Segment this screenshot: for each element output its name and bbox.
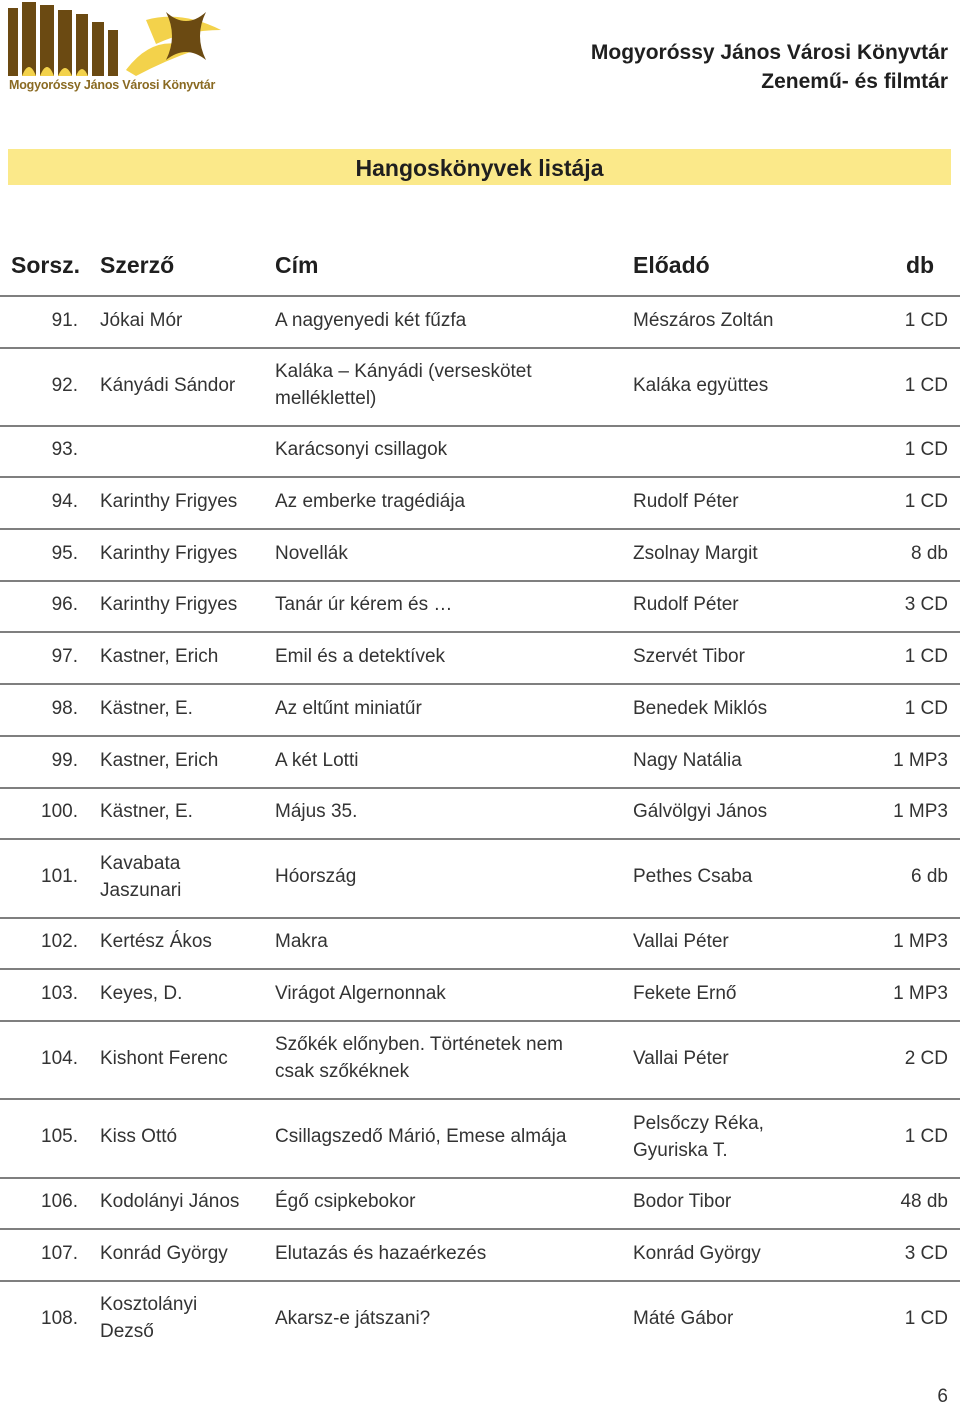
cell-sorsz: 96. xyxy=(51,594,78,615)
cell-cim xyxy=(275,1123,566,1150)
organization-header xyxy=(591,38,948,96)
cell-szerzo-line: Kästner, E. xyxy=(100,801,193,822)
cell-sorsz: 103. xyxy=(41,982,78,1004)
cell-cim xyxy=(275,695,422,722)
cell-szerzo xyxy=(100,372,235,399)
cell-db: 1 CD xyxy=(904,1307,948,1329)
cell-szerzo-line: Karinthy Frigyes xyxy=(100,594,238,615)
cell-eloado xyxy=(633,798,767,825)
cell-cim-line: Május 35. xyxy=(275,801,358,822)
cell-cim xyxy=(275,863,356,890)
cell-cim-line: Akarsz-e játszani? xyxy=(275,1307,431,1329)
cell-eloado-line: Rudolf Péter xyxy=(633,490,739,512)
cell-db: 1 MP3 xyxy=(893,801,948,822)
column-header-cim: Cím xyxy=(275,252,319,278)
cell-db: 1 MP3 xyxy=(893,931,948,952)
cell-eloado-line: Benedek Miklós xyxy=(633,697,768,719)
cell-db: 1 CD xyxy=(904,1126,948,1147)
table-divider xyxy=(0,1228,960,1230)
cell-db: 3 CD xyxy=(904,594,948,615)
cell-cim-line: Hóország xyxy=(275,866,357,887)
cell-cim xyxy=(275,488,465,515)
cell-db: 1 CD xyxy=(904,645,948,667)
cell-eloado-line: Zsolnay Margit xyxy=(633,542,758,564)
cell-eloado-line: Bodor Tibor xyxy=(633,1191,732,1212)
cell-szerzo xyxy=(100,1045,228,1072)
cell-cim-line: Emil és a detektívek xyxy=(275,645,446,667)
cell-eloado xyxy=(633,591,739,618)
cell-db: 1 MP3 xyxy=(893,749,948,771)
cell-szerzo-line: Kodolányi János xyxy=(100,1191,240,1212)
table-divider xyxy=(0,347,960,349)
table-divider xyxy=(0,425,960,427)
cell-cim-line: csak szőkéknek xyxy=(275,1061,410,1082)
cell-szerzo-line: Kavabata xyxy=(100,852,181,874)
cell-cim-line: A két Lotti xyxy=(275,749,359,771)
cell-szerzo xyxy=(100,850,181,904)
cell-eloado xyxy=(633,1188,731,1215)
column-header-sorsz: Sorsz. xyxy=(11,252,81,278)
logo-text: Mogyoróssy János Városi Könyvtár xyxy=(9,78,216,92)
cell-cim xyxy=(275,358,532,412)
cell-cim-line: Égő csipkebokor xyxy=(275,1191,416,1212)
cell-eloado xyxy=(633,863,752,890)
table-divider xyxy=(0,476,960,478)
cell-cim-line: A nagyenyedi két fűzfa xyxy=(275,310,467,331)
cell-eloado-line: Konrád György xyxy=(633,1242,761,1264)
cell-cim xyxy=(275,1188,415,1215)
table-divider xyxy=(0,787,960,789)
cell-szerzo-line: Karinthy Frigyes xyxy=(100,490,238,512)
table-divider xyxy=(0,968,960,970)
cell-sorsz: 105. xyxy=(41,1126,78,1147)
cell-eloado xyxy=(633,980,737,1007)
cell-eloado xyxy=(633,695,767,722)
cell-eloado xyxy=(633,540,758,567)
cell-sorsz: 92. xyxy=(51,374,78,396)
cell-szerzo-line: Kastner, Erich xyxy=(100,749,219,771)
table-divider xyxy=(0,1177,960,1179)
cell-szerzo xyxy=(100,540,237,567)
cell-szerzo-line: Konrád György xyxy=(100,1242,228,1264)
table-divider xyxy=(0,295,960,297)
cell-sorsz: 102. xyxy=(41,931,78,952)
table-divider xyxy=(0,631,960,633)
cell-cim-line: Elutazás és hazaérkezés xyxy=(275,1242,487,1264)
table-divider xyxy=(0,528,960,530)
cell-cim-line: Novellák xyxy=(275,542,348,564)
cell-szerzo xyxy=(100,488,237,515)
cell-szerzo xyxy=(100,1291,197,1345)
cell-szerzo-line: Kányádi Sándor xyxy=(100,374,236,396)
table-divider xyxy=(0,683,960,685)
cell-cim xyxy=(275,1031,563,1085)
cell-sorsz: 93. xyxy=(51,439,78,460)
cell-cim xyxy=(275,591,452,618)
cell-sorsz: 99. xyxy=(51,749,78,771)
cell-eloado xyxy=(633,307,773,334)
cell-sorsz: 95. xyxy=(51,542,78,564)
organization-department: Zenemű- és filmtár xyxy=(761,70,948,93)
cell-szerzo-line: Kästner, E. xyxy=(100,697,193,719)
table-divider xyxy=(0,580,960,582)
cell-cim xyxy=(275,747,358,774)
cell-db: 6 db xyxy=(911,866,948,887)
cell-db: 8 db xyxy=(911,542,948,564)
page-title: Hangoskönyvek listája xyxy=(355,155,604,181)
cell-cim-line: Tanár úr kérem és … xyxy=(275,594,453,615)
table-divider xyxy=(0,735,960,737)
cell-cim-line: Szőkék előnyben. Történetek nem xyxy=(275,1034,563,1055)
cell-szerzo xyxy=(100,695,193,722)
cell-sorsz: 100. xyxy=(41,801,78,822)
cell-szerzo xyxy=(100,643,218,670)
cell-szerzo-line: Kastner, Erich xyxy=(100,645,219,667)
cell-eloado-line: Máté Gábor xyxy=(633,1307,734,1329)
cell-eloado xyxy=(633,372,768,399)
library-logo xyxy=(6,0,232,103)
table-divider xyxy=(0,1098,960,1100)
cell-db: 1 MP3 xyxy=(893,982,948,1004)
cell-cim xyxy=(275,980,446,1007)
cell-db: 1 CD xyxy=(904,439,948,460)
column-header-szerzo: Szerző xyxy=(100,252,175,278)
organization-name: Mogyoróssy János Városi Könyvtár xyxy=(590,41,948,64)
cell-sorsz: 101. xyxy=(41,866,78,887)
cell-cim-line: Az emberke tragédiája xyxy=(275,490,466,512)
column-header-db: db xyxy=(906,252,935,278)
cell-cim xyxy=(275,436,447,463)
cell-eloado-line: Szervét Tibor xyxy=(633,645,745,667)
cell-cim xyxy=(275,798,357,825)
cell-sorsz: 98. xyxy=(51,697,78,719)
table-divider xyxy=(0,1280,960,1282)
cell-eloado xyxy=(633,488,739,515)
cell-db: 3 CD xyxy=(904,1242,948,1264)
cell-eloado-line: Mészáros Zoltán xyxy=(633,310,774,331)
cell-szerzo-line: Jókai Mór xyxy=(100,310,183,331)
cell-eloado-line: Gálvölgyi János xyxy=(633,801,768,822)
cell-eloado-line: Gyuriska T. xyxy=(633,1139,728,1161)
cell-eloado xyxy=(633,1045,729,1072)
cell-sorsz: 106. xyxy=(41,1191,78,1212)
cell-szerzo-line: Jaszunari xyxy=(100,879,182,901)
cell-szerzo-line: Keyes, D. xyxy=(100,982,183,1004)
cell-db: 2 CD xyxy=(904,1047,948,1069)
cell-cim xyxy=(275,540,348,567)
cell-eloado-line: Vallai Péter xyxy=(633,1047,729,1069)
cell-szerzo-line: Dezső xyxy=(100,1321,154,1342)
cell-eloado xyxy=(633,1240,761,1267)
cell-eloado-line: Vallai Péter xyxy=(633,931,729,952)
cell-szerzo-line: Kertész Ákos xyxy=(100,931,212,952)
cell-cim-line: melléklettel) xyxy=(275,388,377,409)
cell-eloado xyxy=(633,1110,764,1164)
cell-cim-line: Virágot Algernonnak xyxy=(275,982,446,1004)
cell-szerzo-line: Kishont Ferenc xyxy=(100,1047,228,1069)
cell-szerzo xyxy=(100,928,212,955)
cell-eloado-line: Fekete Ernő xyxy=(633,982,737,1004)
cell-szerzo-line: Karinthy Frigyes xyxy=(100,542,238,564)
cell-szerzo xyxy=(100,1188,239,1215)
cell-szerzo xyxy=(100,747,218,774)
cell-sorsz: 104. xyxy=(41,1047,78,1069)
cell-eloado xyxy=(633,747,742,774)
cell-db: 1 CD xyxy=(904,490,948,512)
cell-cim-line: Makra xyxy=(275,931,328,952)
cell-szerzo xyxy=(100,1240,228,1267)
column-header-eloado: Előadó xyxy=(633,252,710,278)
cell-szerzo-line: Kosztolányi xyxy=(100,1294,198,1315)
cell-szerzo xyxy=(100,307,182,334)
cell-db: 1 CD xyxy=(904,310,948,331)
cell-sorsz: 108. xyxy=(41,1307,78,1329)
cell-cim xyxy=(275,928,328,955)
cell-szerzo xyxy=(100,1123,177,1150)
cell-cim xyxy=(275,307,466,334)
cell-eloado xyxy=(633,1305,733,1332)
cell-sorsz: 91. xyxy=(51,310,78,331)
cell-cim-line: Az eltűnt miniatűr xyxy=(275,697,422,719)
cell-cim xyxy=(275,1240,486,1267)
page-number: 6 xyxy=(937,1386,948,1407)
cell-sorsz: 107. xyxy=(41,1242,78,1264)
cell-eloado-line: Pethes Csaba xyxy=(633,866,753,887)
table-divider xyxy=(0,1020,960,1022)
cell-sorsz: 97. xyxy=(51,645,78,667)
cell-sorsz: 94. xyxy=(51,490,78,512)
cell-cim-line: Csillagszedő Márió, Emese almája xyxy=(275,1126,567,1147)
cell-eloado-line: Kaláka együttes xyxy=(633,374,769,396)
cell-eloado-line: Rudolf Péter xyxy=(633,594,739,615)
cell-cim xyxy=(275,1305,430,1332)
cell-szerzo xyxy=(100,591,237,618)
cell-db: 48 db xyxy=(900,1191,948,1212)
table-divider xyxy=(0,838,960,840)
table-divider xyxy=(0,917,960,919)
cell-eloado xyxy=(633,643,745,670)
cell-db: 1 CD xyxy=(904,374,948,396)
cell-eloado xyxy=(633,928,729,955)
cell-cim-line: Kaláka – Kányádi (verseskötet xyxy=(275,361,532,382)
cell-cim xyxy=(275,643,445,670)
cell-eloado-line: Nagy Natália xyxy=(633,749,742,771)
cell-szerzo xyxy=(100,980,182,1007)
cell-szerzo xyxy=(100,798,193,825)
cell-eloado-line: Pelsőczy Réka, xyxy=(633,1112,764,1134)
cell-db: 1 CD xyxy=(904,697,948,719)
cell-szerzo-line: Kiss Ottó xyxy=(100,1126,178,1147)
cell-cim-line: Karácsonyi csillagok xyxy=(275,439,448,460)
